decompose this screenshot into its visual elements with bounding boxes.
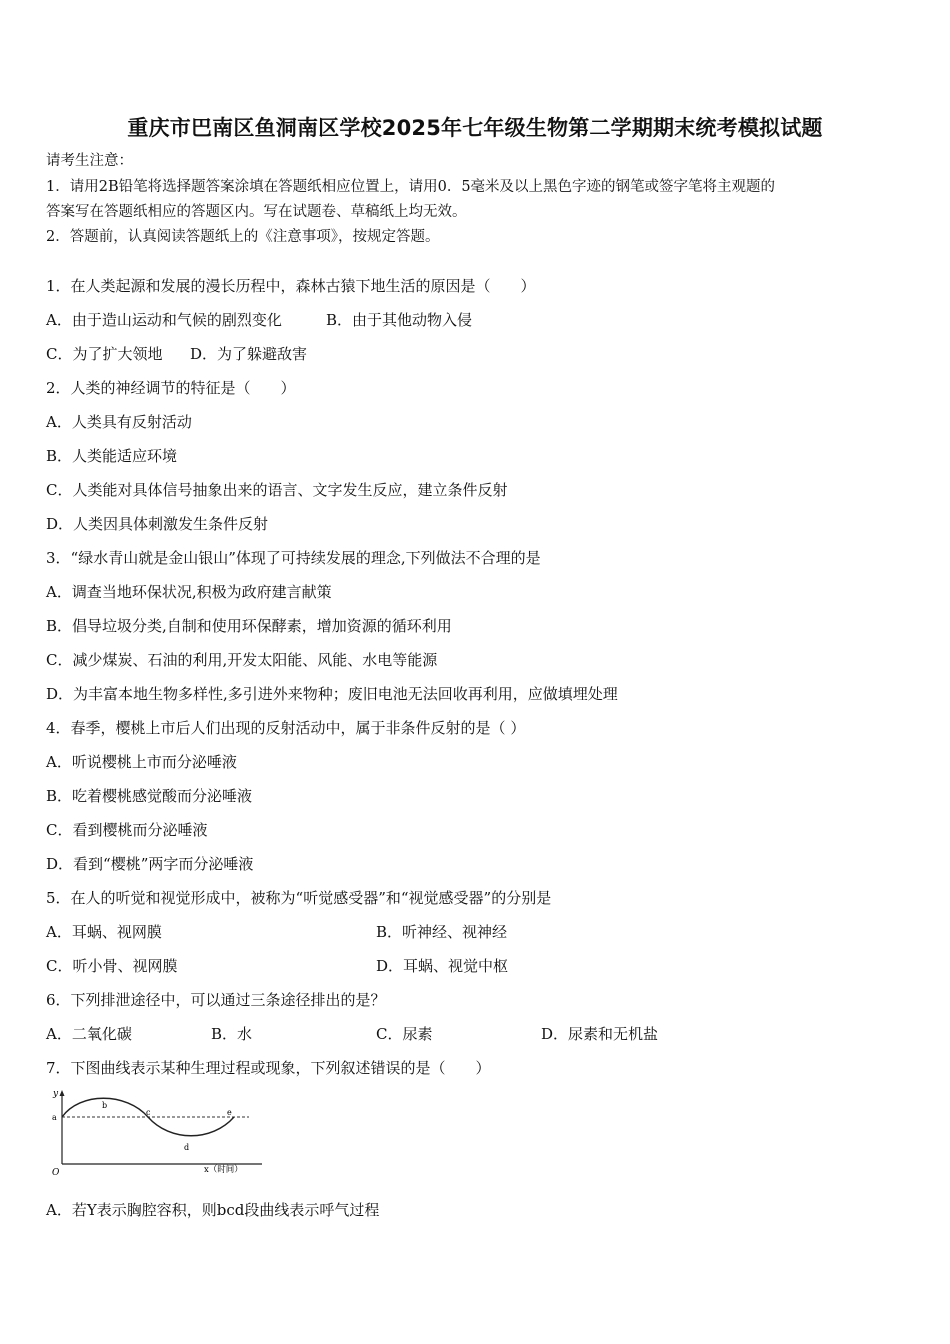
- question-2-option-d: D．人类因具体刺激发生条件反射: [46, 515, 269, 533]
- question-2-option-b: B．人类能适应环境: [46, 447, 178, 465]
- question-6-option-c: C．尿素: [376, 1025, 433, 1043]
- point-c-label: c: [146, 1108, 151, 1117]
- notice-item-1-line-1: 1．请用2B铅笔将选择题答案涂填在答题纸相应位置上，请用0．5毫米及以上黑色字迹的钢笔或签字笔将主观题的: [46, 179, 776, 195]
- x-axis-label: x（时间）: [204, 1165, 243, 1175]
- question-3-option-c: C．减少煤炭、石油的利用,开发太阳能、风能、水电等能源: [46, 651, 438, 669]
- question-7-curve-graph: [44, 1086, 274, 1178]
- point-b-label: b: [102, 1101, 108, 1110]
- question-4-option-a: A．听说樱桃上市而分泌唾液: [46, 753, 237, 771]
- question-5-stem: 5．在人的听觉和视觉形成中，被称为“听觉感受器”和“视觉感受器”的分别是: [46, 889, 552, 907]
- question-3-option-b: B．倡导垃圾分类,自制和使用环保酵素，增加资源的循环利用: [46, 617, 452, 635]
- question-2-stem: 2．人类的神经调节的特征是（ ）: [46, 379, 296, 397]
- question-4-option-d: D．看到“樱桃”两字而分泌唾液: [46, 855, 254, 873]
- question-6-option-b: B．水: [211, 1025, 253, 1043]
- question-1-option-c: C．为了扩大领地: [46, 345, 163, 363]
- question-4-option-c: C．看到樱桃而分泌唾液: [46, 821, 208, 839]
- question-2-option-a: A．人类具有反射活动: [46, 413, 192, 431]
- y-axis-arrow-icon: [60, 1090, 65, 1096]
- notice-item-2: 2．答题前，认真阅读答题纸上的《注意事项》，按规定答题。: [46, 229, 440, 245]
- question-6-stem: 6．下列排泄途径中，可以通过三条途径排出的是？: [46, 991, 386, 1009]
- question-6-option-a: A．二氧化碳: [46, 1025, 132, 1043]
- point-d-label: d: [184, 1143, 190, 1152]
- question-5-option-b: B．听神经、视神经: [376, 923, 508, 941]
- notice-heading: 请考生注意：: [46, 153, 133, 169]
- question-3-option-d: D．为丰富本地生物多样性,多引进外来物种；废旧电池无法回收再利用，应做填埋处理: [46, 685, 618, 703]
- question-7-stem: 7．下图曲线表示某种生理过程或现象，下列叙述错误的是（ ）: [46, 1059, 491, 1077]
- question-4-stem: 4．春季，樱桃上市后人们出现的反射活动中，属于非条件反射的是（ ）: [46, 719, 526, 737]
- question-3-stem: 3．“绿水青山就是金山银山”体现了可持续发展的理念,下列做法不合理的是: [46, 549, 541, 567]
- point-e-label: e: [227, 1108, 232, 1117]
- question-1-option-a: A．由于造山运动和气候的剧烈变化: [46, 311, 282, 329]
- question-1-option-b: B．由于其他动物入侵: [326, 311, 473, 329]
- question-6-option-d: D．尿素和无机盐: [541, 1025, 659, 1043]
- y-axis-label: y: [53, 1089, 59, 1099]
- question-1-option-d: D．为了躲避敌害: [190, 345, 308, 363]
- question-5-option-c: C．听小骨、视网膜: [46, 957, 178, 975]
- notice-item-1-line-2: 答案写在答题纸相应的答题区内。写在试题卷、草稿纸上均无效。: [46, 204, 467, 220]
- question-5-option-a: A．耳蜗、视网膜: [46, 923, 162, 941]
- question-3-option-a: A．调查当地环保状况,积极为政府建言献策: [46, 583, 332, 601]
- question-1-stem: 1．在人类起源和发展的漫长历程中，森林古猿下地生活的原因是（ ）: [46, 277, 536, 295]
- question-4-option-b: B．吃着樱桃感觉酸而分泌唾液: [46, 787, 253, 805]
- point-a-label: a: [52, 1113, 57, 1122]
- question-7-option-a: A．若Y表示胸腔容积，则bcd段曲线表示呼气过程: [46, 1201, 380, 1219]
- question-2-option-c: C．人类能对具体信号抽象出来的语言、文字发生反应，建立条件反射: [46, 481, 508, 499]
- origin-label: O: [52, 1168, 60, 1178]
- question-5-option-d: D．耳蜗、视觉中枢: [376, 957, 509, 975]
- page-title: 重庆市巴南区鱼洞南区学校2025年七年级生物第二学期期末统考模拟试题: [127, 116, 823, 140]
